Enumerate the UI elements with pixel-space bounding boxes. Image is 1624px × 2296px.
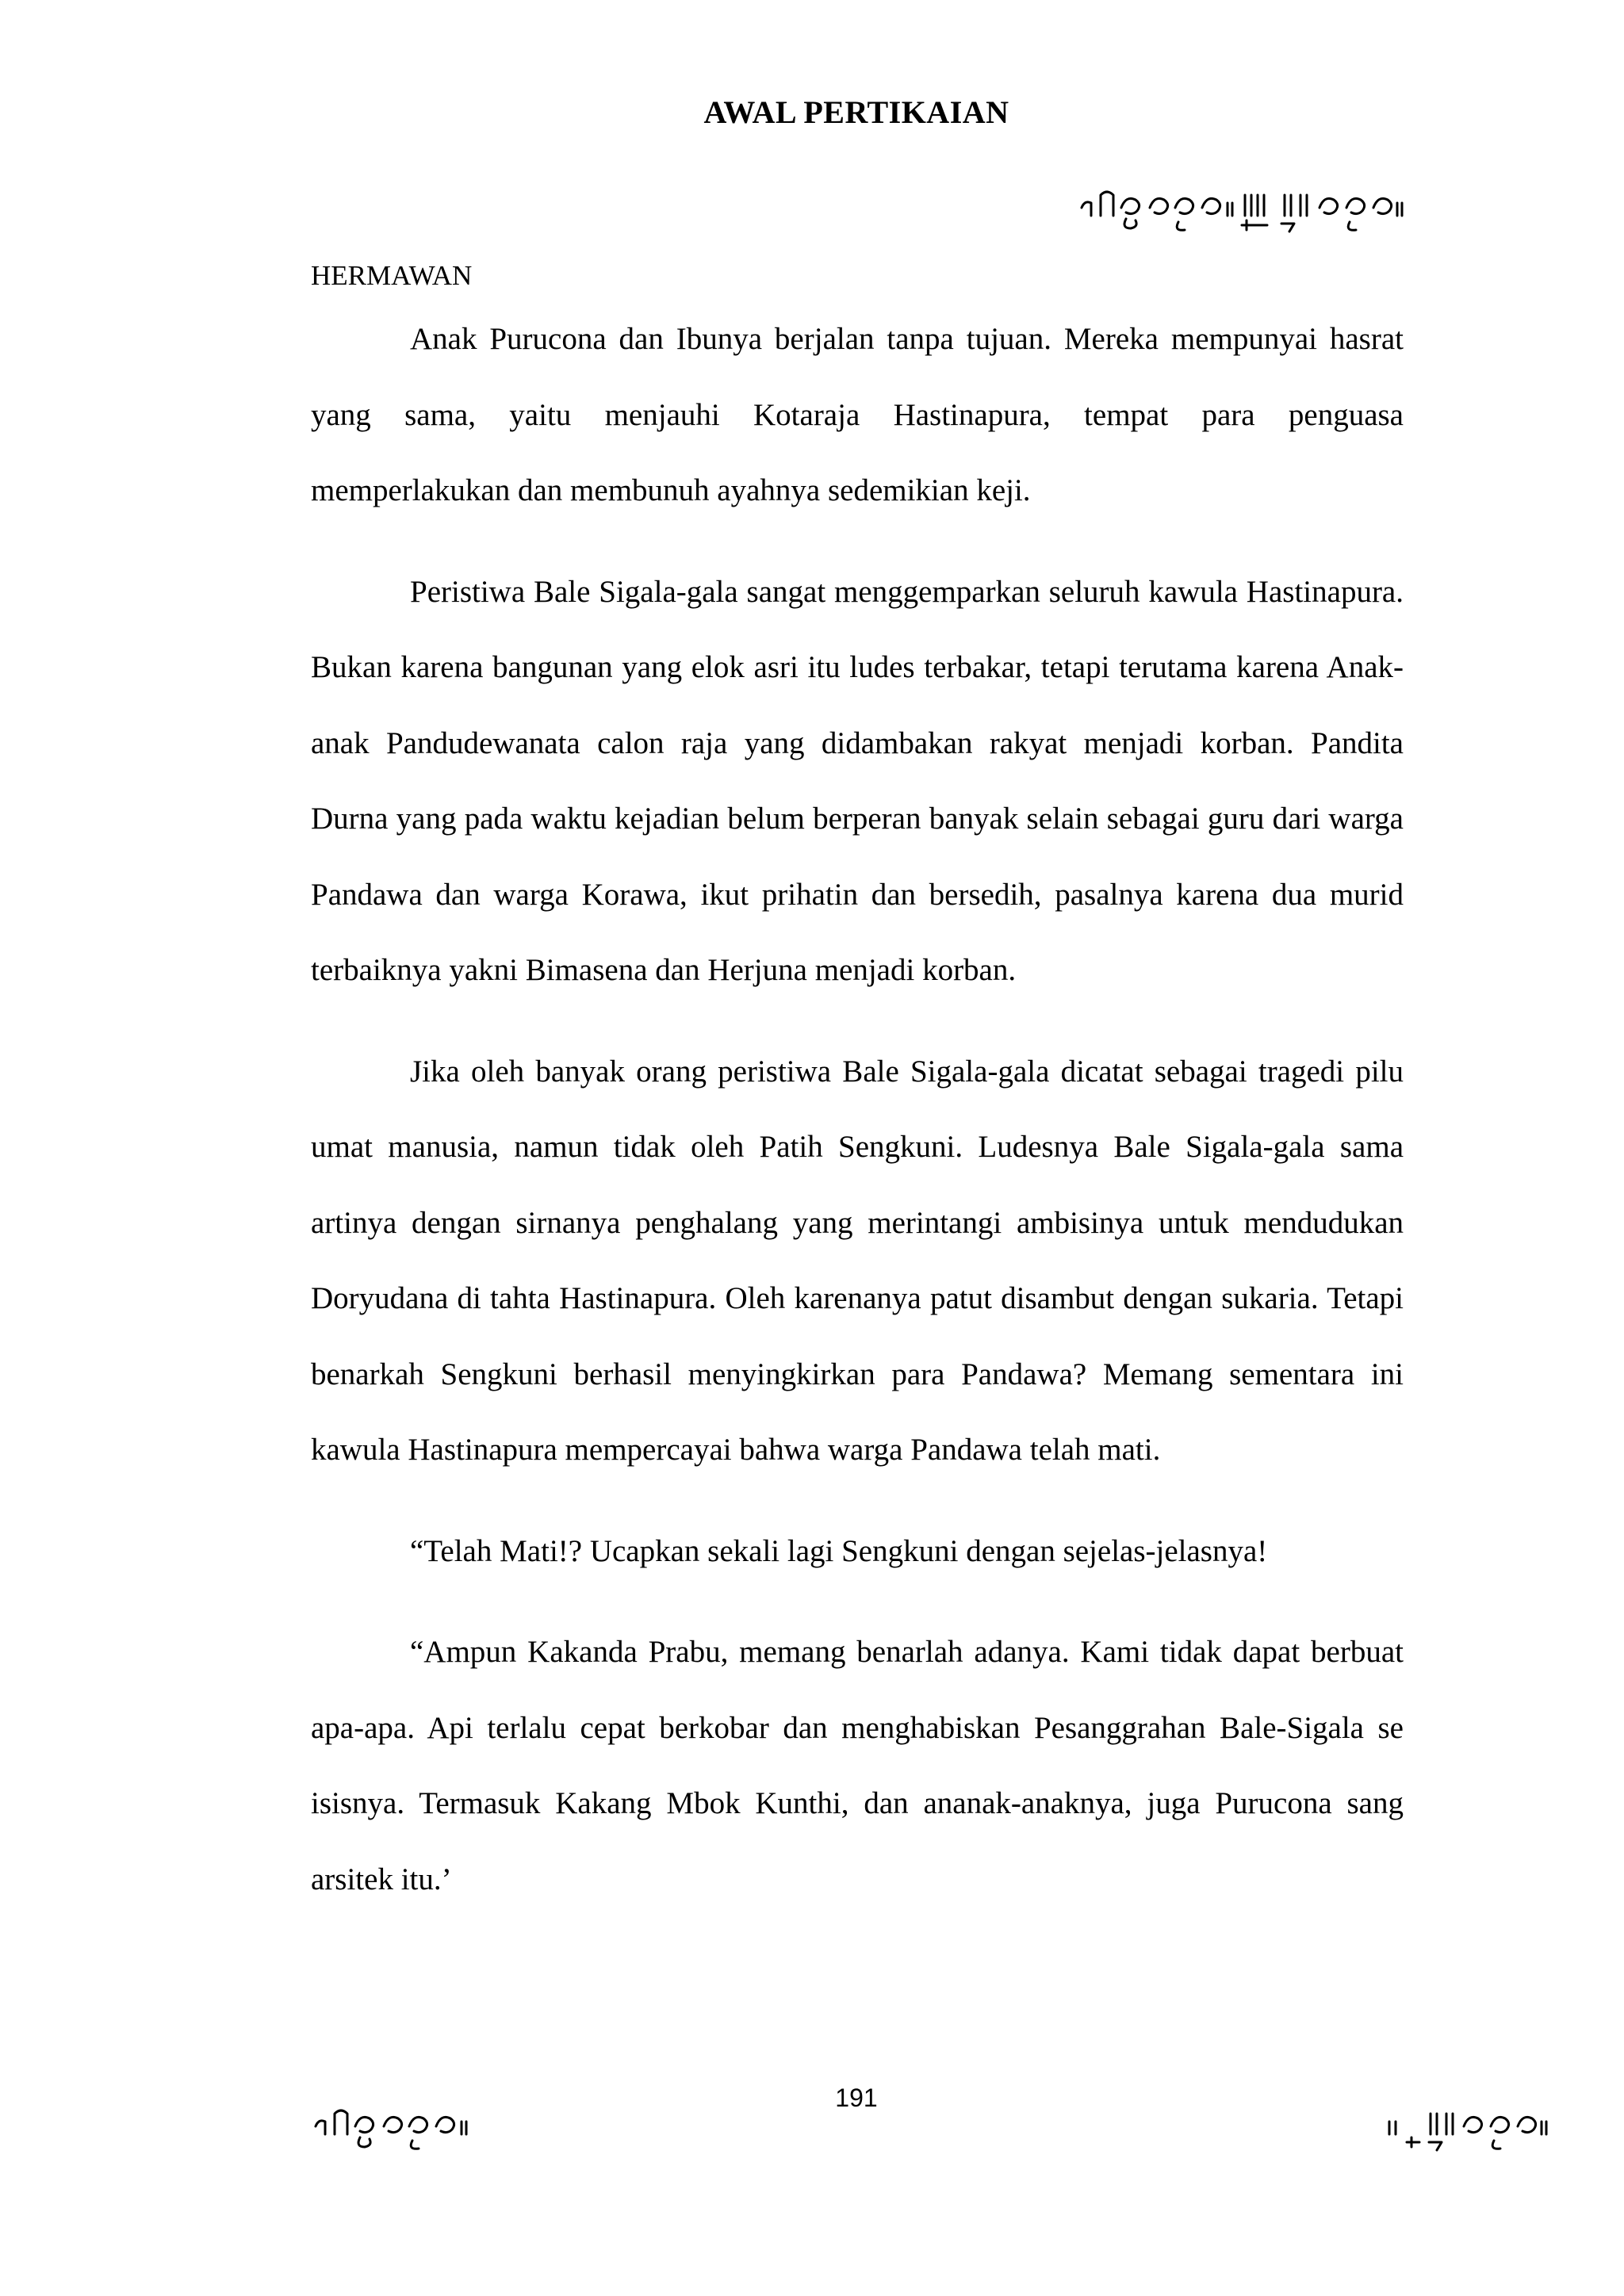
footer-javanese-script-left [311,2103,477,2164]
paragraph: “Telah Mati!? Ucapkan sekali lagi Sengkuni dengan sejelas-jelasnya! [410,1533,1268,1568]
header-javanese-script [1077,184,1410,245]
paragraph: Jika oleh banyak orang peristiwa Bale Sigala-gala dicatat sebagai tragedi pilu umat manusia, namun tidak oleh Patih Sengkuni. Ludesnya Bale Sigala-gala sama artinya dengan sirnanya penghalang yang merintangi ambisinya untuk mendudukan Doryudana di tahta Hastinapura. Oleh karenanya patut disambut dengan sukaria. Tetapi benarkah Sengkuni berhasil menyingkirkan para Pandawa? Memang sementara ini kawula Hastinapura mempercayai bahwa warga Pandawa telah mati. [311,1054,1404,1467]
javanese-script-footer-right-mark [1385,2103,1551,2158]
javanese-script-header-mark [1077,184,1410,239]
author-byline: HERMAWAN [311,260,473,291]
body-text [311,301,1404,1942]
paragraph: “Ampun Kakanda Prabu, memang benarlah adanya. Kami tidak dapat berbuat apa-apa. Api terlalu cepat berkobar dan menghabiskan Pesanggrahan Bale-Sigala se isisnya. Termasuk Kakang Mbok Kunthi, dan ananak-anaknya, juga Purucona sang arsitek itu.’ [311,1635,1404,1896]
footer-javanese-script-right [1385,2103,1551,2164]
paragraph: Peristiwa Bale Sigala-gala sangat menggemparkan seluruh kawula Hastinapura. Bukan karena bangunan yang elok asri itu ludes terbakar, tetapi terutama karena Anak-anak Pandudewanata calon raja yang didambakan rakyat menjadi korban. Pandita Durna yang pada waktu kejadian belum berperan banyak selain sebagai guru dari warga Pandawa dan warga Korawa, ikut prihatin dan bersedih, pasalnya karena dua murid terbaiknya yakni Bimasena dan Herjuna menjadi korban. [311,574,1404,987]
document-title: AWAL PERTIKAIAN [703,94,1009,130]
page-number: 191 [835,2084,878,2112]
javanese-script-footer-left-mark [311,2103,477,2158]
paragraph: Anak Purucona dan Ibunya berjalan tanpa tujuan. Mereka mempunyai hasrat yang sama, yaitu menjauhi Kotaraja Hastinapura, tempat para penguasa memperlakukan dan membunuh ayahnya sedemikian keji. [311,322,1404,507]
